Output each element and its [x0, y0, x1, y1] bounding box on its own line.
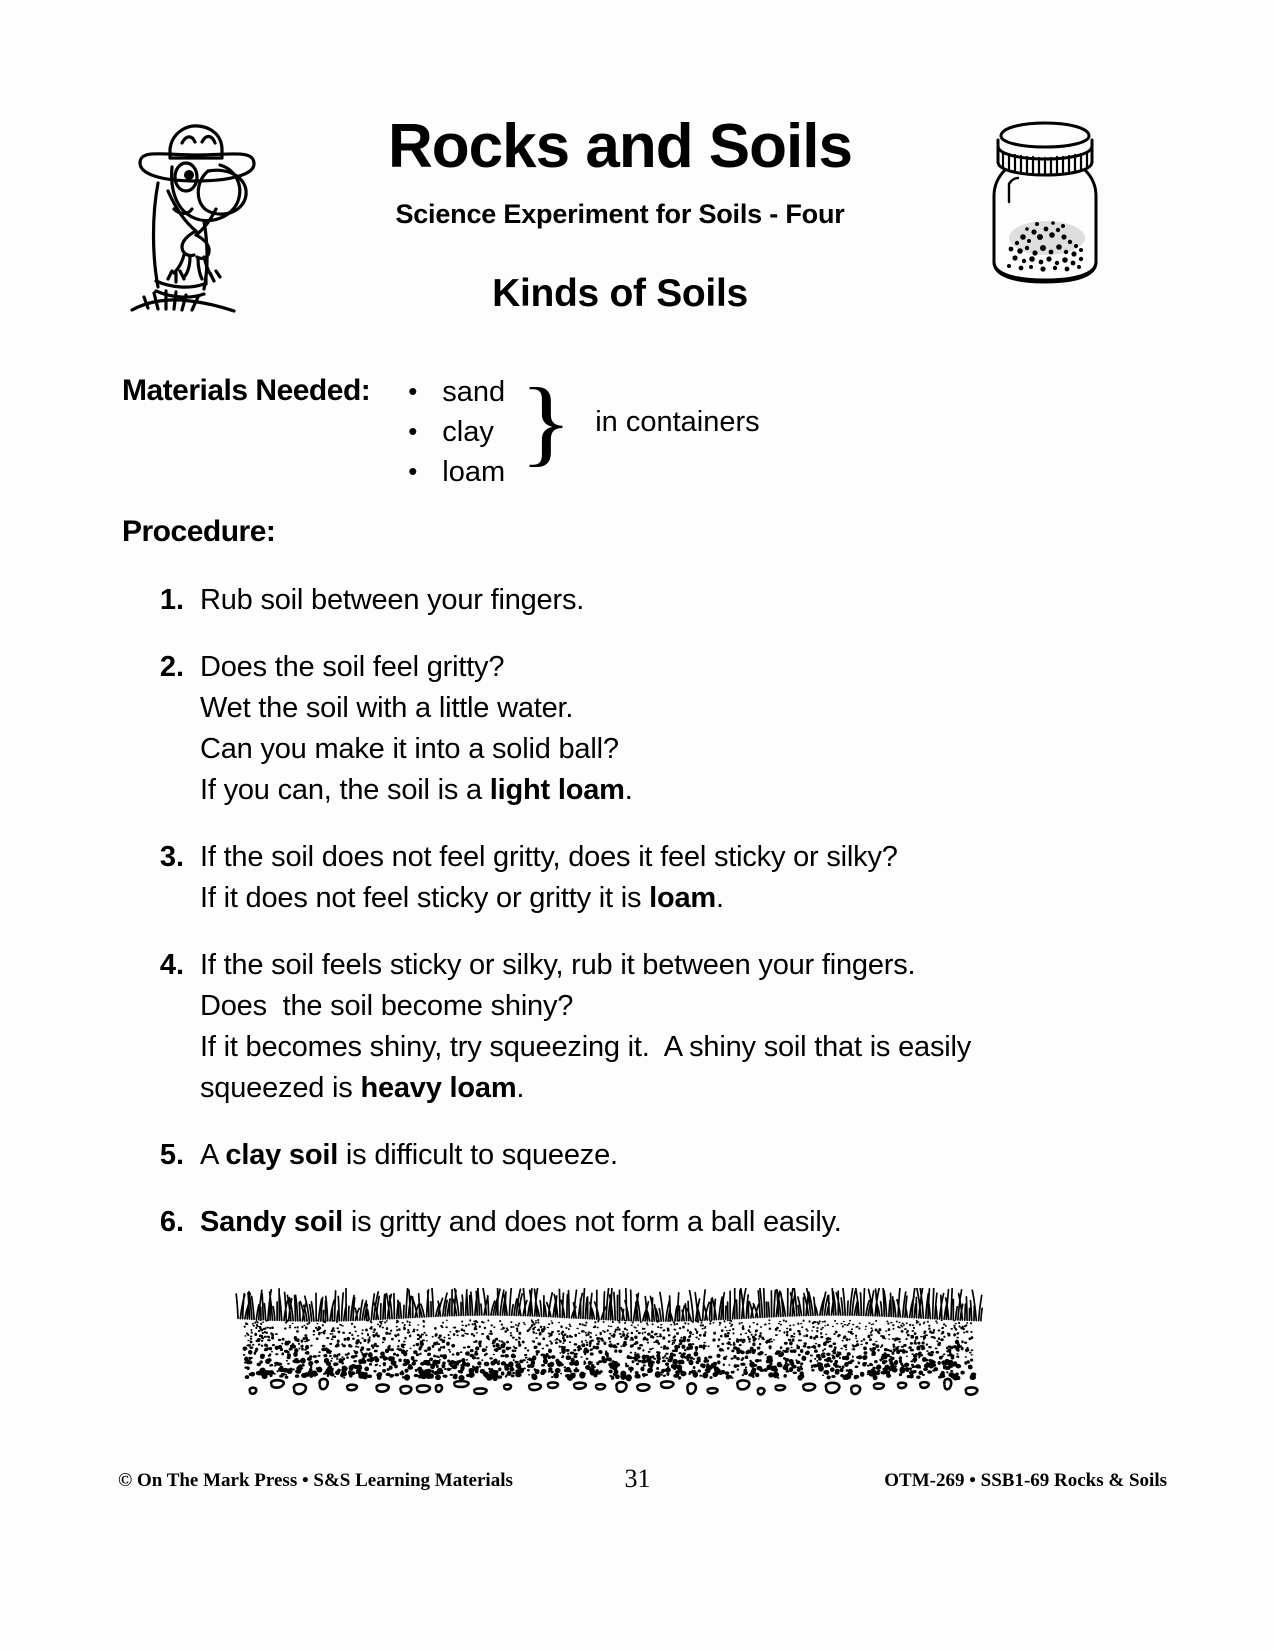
step-line	[200, 580, 584, 621]
step-text-run: is gritty and does not form a ball easily.	[343, 1206, 842, 1238]
step-number: 6.	[159, 1206, 184, 1238]
list-item: • sand	[408, 372, 505, 412]
materials-list	[370, 372, 505, 492]
list-item: • clay	[408, 412, 505, 452]
title-block	[280, 100, 960, 316]
step-number: 1.	[159, 584, 184, 616]
step-number: 4.	[159, 949, 184, 981]
step-line	[200, 729, 633, 770]
step-line	[200, 647, 633, 688]
page-number: 31	[624, 1464, 651, 1493]
page-footer	[0, 1464, 1275, 1500]
step-line	[200, 945, 971, 986]
procedure-step	[140, 945, 1140, 1109]
step-line	[200, 878, 898, 919]
procedure-step	[140, 837, 1140, 919]
emphasised-term: heavy loam	[360, 1072, 517, 1104]
procedure-label: Procedure:	[122, 515, 276, 548]
procedure-step	[140, 1202, 1140, 1243]
step-text-run: Rub soil between your fingers.	[200, 584, 585, 616]
step-text-run: .	[624, 774, 633, 806]
step-line	[200, 1027, 971, 1068]
section-title: Kinds of Soils	[492, 272, 748, 316]
emphasised-term: light loam	[489, 774, 625, 806]
step-line	[200, 1135, 618, 1176]
step-text	[184, 945, 971, 1109]
step-text-run: squeezed is	[200, 1072, 361, 1104]
step-text-run: Does the soil feel gritty?	[200, 651, 505, 683]
footer-product-code: OTM-269 • SSB1-69 Rocks & Soils	[884, 1470, 1167, 1491]
step-number: 2.	[159, 651, 184, 683]
procedure-step	[140, 1135, 1140, 1176]
step-line	[200, 770, 633, 811]
brace-note: in containers	[595, 405, 760, 438]
step-text	[184, 580, 584, 621]
step-text	[184, 647, 633, 811]
soil-jar-icon	[965, 110, 1125, 295]
grass-and-soil-icon	[230, 1288, 990, 1408]
step-text-run: Does the soil become shiny?	[200, 990, 574, 1022]
step-text-run: If you can, the soil is a	[200, 774, 490, 806]
step-text	[184, 1202, 842, 1243]
materials-label: Materials Needed:	[122, 374, 371, 407]
step-text	[184, 837, 898, 919]
procedure-steps	[140, 580, 1140, 1269]
step-text-run: If it becomes shiny, try squeezing it. A shiny soil that is easily	[200, 1031, 972, 1063]
step-text-run: If the soil does not feel gritty, does it feel sticky or silky?	[200, 841, 898, 873]
page-title: Rocks and Soils	[388, 112, 852, 181]
materials-section	[122, 368, 1122, 492]
step-line	[200, 1202, 842, 1243]
step-text-run: A	[200, 1139, 226, 1171]
procedure-step	[140, 580, 1140, 621]
emphasised-term: loam	[649, 882, 717, 914]
page-header	[0, 100, 1275, 330]
step-line	[200, 1068, 971, 1109]
step-text	[184, 1135, 618, 1176]
step-line	[200, 688, 633, 729]
brace-group	[505, 368, 760, 475]
list-item: • loam	[408, 452, 505, 492]
emphasised-term: clay soil	[225, 1139, 339, 1171]
step-number: 5.	[159, 1139, 184, 1171]
step-text-run: is difficult to squeeze.	[338, 1139, 618, 1171]
step-line	[200, 837, 898, 878]
step-text-run: If it does not feel sticky or gritty it is	[200, 882, 650, 914]
procedure-step	[140, 647, 1140, 811]
step-text-run: If the soil feels sticky or silky, rub it between your fingers.	[200, 949, 916, 981]
step-number: 3.	[159, 841, 184, 873]
cowboy-worm-icon	[112, 105, 272, 315]
step-text-run: Wet the soil with a little water.	[200, 692, 574, 724]
step-text-run: .	[716, 882, 724, 914]
step-text-run: .	[516, 1072, 525, 1104]
step-line	[200, 986, 971, 1027]
footer-copyright: © On The Mark Press • S&S Learning Materials	[118, 1470, 513, 1491]
curly-brace-icon: }	[519, 368, 573, 475]
page-subtitle: Science Experiment for Soils - Four	[395, 199, 845, 230]
step-text-run: Can you make it into a solid ball?	[200, 733, 619, 765]
emphasised-term: Sandy soil	[200, 1206, 344, 1238]
